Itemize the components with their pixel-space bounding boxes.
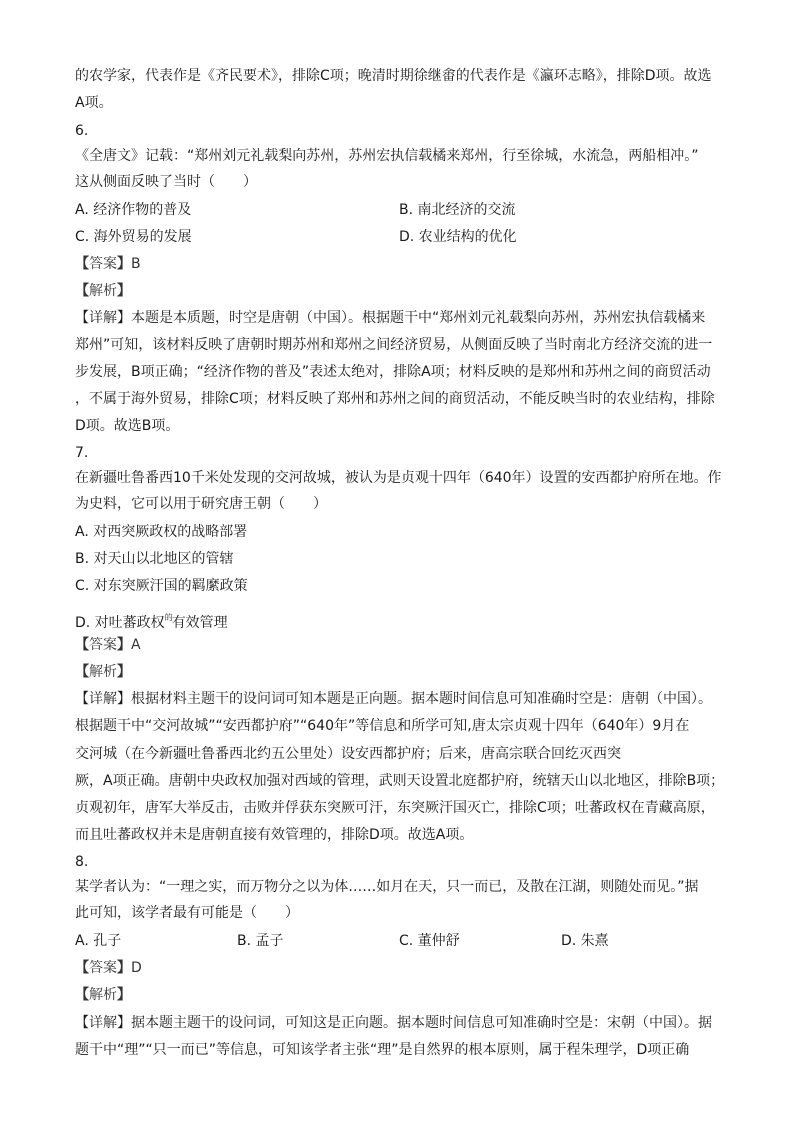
- detail-line: 【详解】本题是本质题，时空是唐朝（中国）。根据题干中“郑州刘元礼载梨向苏州，苏州宏执信载橘来: [75, 310, 706, 326]
- text-line: A项。: [75, 95, 113, 111]
- analysis-heading: 【解析】: [75, 664, 131, 680]
- question-stem: 为史料，它可以用于研究唐王朝（ ）: [75, 496, 327, 512]
- option-a: A. 经济作物的普及: [75, 202, 192, 218]
- answer-value: B: [131, 256, 141, 272]
- option-c: C. 海外贸易的发展: [75, 229, 192, 245]
- analysis-heading: 【解析】: [75, 987, 131, 1003]
- detail-line: 而且吐蕃政权并未是唐朝直接有效管理的，排除D项。故选A项。: [75, 827, 474, 843]
- detail-line: 【详解】据本题主题干的设问词，可知这是正向题。据本题时间信息可知准确时空是：宋朝（中国）。据: [75, 1015, 712, 1031]
- question-stem: 这从侧面反映了当时（ ）: [75, 174, 257, 190]
- detail-line: ，不属于海外贸易，排除C项；材料反映了郑州和苏州之间的商贸活动，不能反映当时的农业结构，排除: [75, 391, 715, 407]
- option-b: B. 对天山以北地区的管辖: [75, 551, 234, 567]
- option-a: A. 孔子: [75, 933, 122, 949]
- detail-line: 交河城（在今新疆吐鲁番西北约五公里处）设安西都护府；后来，唐高宗联合回纥灭西突: [75, 746, 621, 762]
- detail-line: D项。故选B项。: [75, 418, 180, 434]
- question-stem: 此可知，该学者最有可能是（ ）: [75, 905, 299, 921]
- question-stem: 某学者认为：“一理之实，而万物分之以为体……如月在天，只一而已，及散在江湖，则随处而见。”据: [75, 879, 699, 895]
- question-number: 8.: [75, 854, 89, 870]
- option-c: C. 董仲舒: [399, 933, 460, 949]
- detail-line: 厥，A项正确。唐朝中央政权加强对西域的管理，武则天设置北庭都护府，统辖天山以北地区，排除B项；: [75, 773, 725, 789]
- question-stem: 在新疆吐鲁番西10千米处发现的交河故城，被认为是贞观十四年（640年）设置的安西都护府所在地。作: [75, 470, 722, 486]
- detail-line: 题干中“理”“只一而已”等信息，可知该学者主张“理”是自然界的根本原则，属于程朱理学，D项正确: [75, 1042, 690, 1058]
- answer-value: D: [131, 960, 142, 976]
- detail-line: 【详解】根据材料主题干的设问词可知本题是正向题。据本题时间信息可知准确时空是：唐朝（中国）。: [75, 691, 712, 707]
- option-b: B. 南北经济的交流: [399, 202, 516, 218]
- question-number: 6.: [75, 123, 89, 139]
- detail-line: 步发展，B项正确；“经济作物的普及”表述太绝对，排除A项；材料反映的是郑州和苏州之间的商贸活动: [75, 364, 711, 380]
- option-d: D. 对吐蕃政权$^的$有效管理: [75, 613, 228, 631]
- option-d: D. 农业结构的优化: [399, 229, 517, 245]
- answer-line: 【答案】B: [75, 256, 141, 272]
- option-d: D. 朱熹: [561, 933, 609, 949]
- option-b: B. 孟子: [237, 933, 284, 949]
- analysis-heading: 【解析】: [75, 283, 131, 299]
- detail-line: 贞观初年，唐军大举反击，击败并俘获东突厥可汗，东突厥汗国灭亡，排除C项；吐蕃政权在青藏高原，: [75, 800, 715, 816]
- answer-value: A: [131, 637, 141, 653]
- text-line: 的农学家，代表作是《齐民要术》，排除C项；晚清时期徐继畬的代表作是《瀛环志略》，排除D项。故选: [75, 68, 712, 84]
- detail-line: 郑州”可知，该材料反映了唐朝时期苏州和郑州之间经济贸易，从侧面反映了当时南北方经济交流的进一: [75, 337, 713, 353]
- option-c: C. 对东突厥汗国的羁縻政策: [75, 578, 248, 594]
- superscript-mark: 的: [164, 613, 172, 622]
- answer-line: 【答案】A: [75, 637, 141, 653]
- question-number: 7.: [75, 445, 89, 461]
- option-a: A. 对西突厥政权的战略部署: [75, 524, 248, 540]
- detail-line: 根据题干中“交河故城”“安西都护府”“640年”等信息和所学可知,唐太宗贞观十四年（640年）9月在: [75, 718, 690, 734]
- answer-line: 【答案】D: [75, 960, 142, 976]
- question-stem: 《全唐文》记载：“郑州刘元礼载梨向苏州，苏州宏执信载橘来郑州，行至徐城，水流急，两船相冲。”: [75, 148, 699, 164]
